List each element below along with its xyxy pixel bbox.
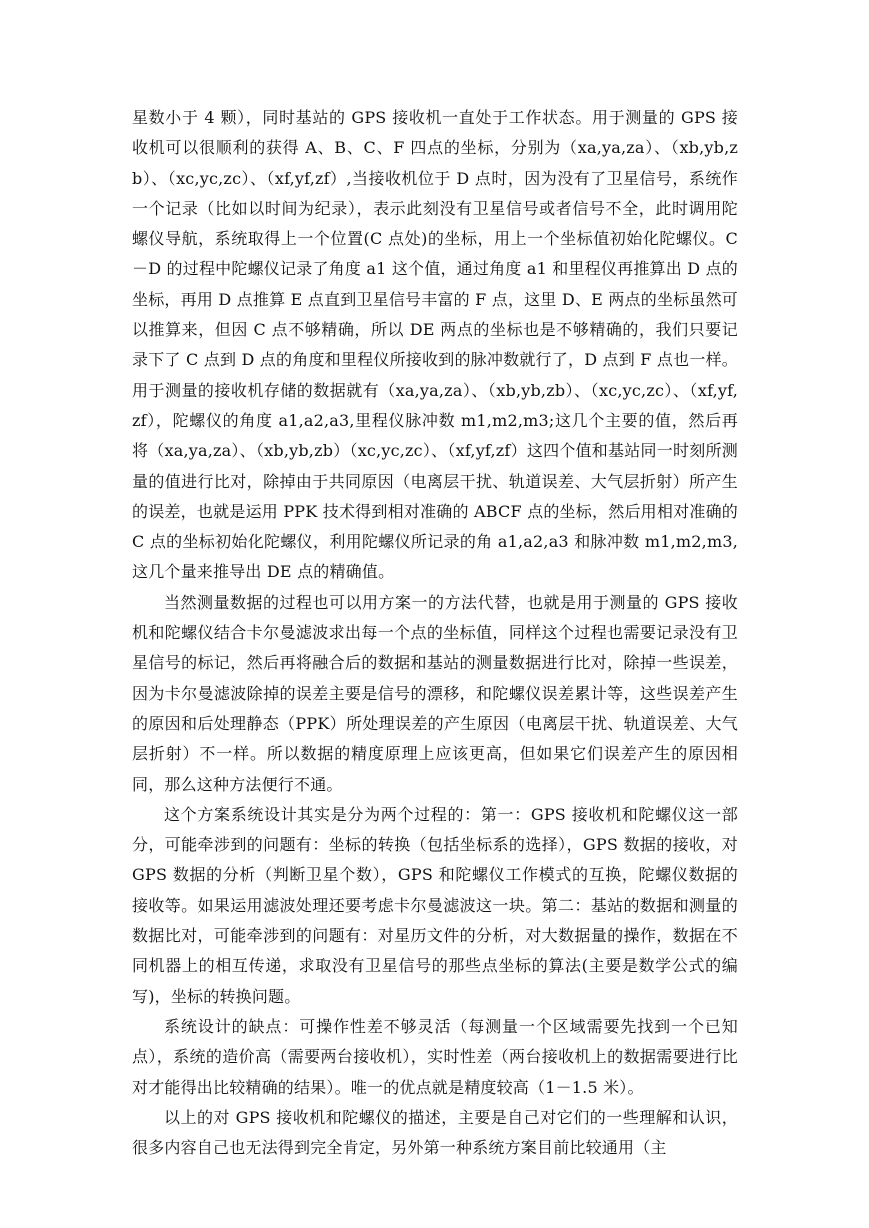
paragraph-3: 这个方案系统设计其实是分为两个过程的：第一：GPS 接收机和陀螺仪这一部分，可能牵涉到的问题有：坐标的转换（包括坐标系的选择），GPS 数据的接收，对 GPS 数据的分析（判断卫星个数），GPS 和陀螺仪工作模式的互换，陀螺仪数据的接收等。如果运用滤波处理还要考虑卡尔曼滤波这一块。第二：基站的数据和测量的数据比对，可能牵涉到的问题有：对星历文件的分析，对大数据量的操作，数据在不同机器上的相互传递，求取没有卫星信号的那些点坐标的算法(主要是数学公式的编写)，坐标的转换问题。 [132, 804, 738, 1006]
paragraph-1: 星数小于 4 颗），同时基站的 GPS 接收机一直处于工作状态。用于测量的 GPS 接收机可以很顺利的获得 A、B、C、F 四点的坐标，分别为（xa,ya,za）、（xb,yb,zb）、（xc,yc,zc）、（xf,yf,zf）,当接收机位于 D 点时，因为没有了卫星信号，系统作一个记录（比如以时间为纪录），表示此刻没有卫星信号或者信号不全，此时调用陀螺仪导航，系统取得上一个位置(C 点处)的坐标，用上一个坐标值初始化陀螺仪。C－D 的过程中陀螺仪记录了角度 a1 这个值，通过角度 a1 和里程仪再推算出 D 点的坐标，再用 D 点推算 E 点直到卫星信号丰富的 F 点，这里 D、E 两点的坐标虽然可以推算来，但因 C 点不够精确，所以 DE 两点的坐标也是不够精确的，我们只要记录下了 C 点到 D 点的角度和里程仪所接收到的脉冲数就行了，D 点到 F 点也一样。用于测量的接收机存储的数据就有（xa,ya,za）、（xb,yb,zb）、（xc,yc,zc）、（xf,yf,zf），陀螺仪的角度 a1,a2,a3,里程仪脉冲数 m1,m2,m3;这几个主要的值，然后再将（xa,ya,za）、（xb,yb,zb）（xc,yc,zc）、（xf,yf,zf）这四个值和基站同一时刻所测量的值进行比对，除掉由于共同原因（电离层干扰、轨道误差、大气层折射）所产生的误差，也就是运用 PPK 技术得到相对准确的 ABCF 点的坐标，然后用相对准确的 C 点的坐标初始化陀螺仪，利用陀螺仪所记录的角 a1,a2,a3 和脉冲数 m1,m2,m3,这几个量来推导出 DE 点的精确值。 [132, 108, 738, 582]
paragraph-5: 以上的对 GPS 接收机和陀螺仪的描述，主要是自己对它们的一些理解和认识，很多内容自己也无法得到完全肯定，另外第一种系统方案目前比较通用（主 [132, 1107, 738, 1158]
paragraph-4: 系统设计的缺点：可操作性差不够灵活（每测量一个区域需要先找到一个已知点），系统的造价高（需要两台接收机），实时性差（两台接收机上的数据需要进行比对才能得出比较精确的结果）。唯一的优点就是精度较高（1－1.5 米）。 [132, 1016, 738, 1097]
document-body [132, 103, 738, 1163]
paragraph-2: 当然测量数据的过程也可以用方案一的方法代替，也就是用于测量的 GPS 接收机和陀螺仪结合卡尔曼滤波求出每一个点的坐标值，同样这个过程也需要记录没有卫星信号的标记，然后再将融合后的数据和基站的测量数据进行比对，除掉一些误差，因为卡尔曼滤波除掉的误差主要是信号的漂移，和陀螺仪误差累计等，这些误差产生的原因和后处理静态（PPK）所处理误差的产生原因（电离层干扰、轨道误差、大气层折射）不一样。所以数据的精度原理上应该更高，但如果它们误差产生的原因相同，那么这种方法便行不通。 [132, 592, 738, 794]
